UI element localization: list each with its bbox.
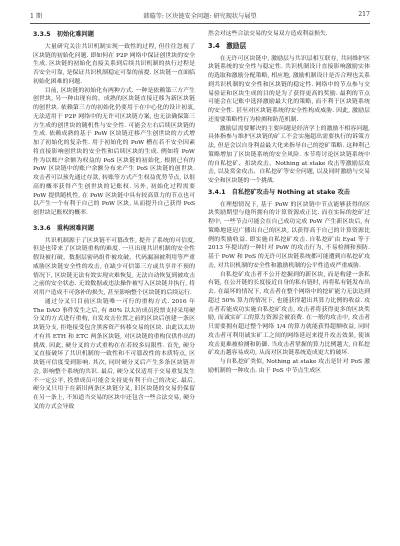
header-page-number: 217 xyxy=(358,11,370,18)
left-column xyxy=(33,30,195,412)
section-heading-3-3-5: 3.3.5 初始化难问题 xyxy=(33,31,94,38)
running-header xyxy=(30,11,370,23)
paragraph: 与自私挖矿类似, Nothing at stake 攻击是针对 PoS 激励机制的一种攻击. 由于 PoS 中节点生成区 xyxy=(208,359,370,374)
header-title: 韩璇等: 区块链安全问题: 研究现状与展望 xyxy=(143,13,257,20)
paragraph: 大量研究关注共识机制实现一致性的过程, 但往往忽视了区块链的初始化问题. 即如何在 P2P 网络中保证创世块的安全生成. 区块链的初始化直接关系到后续共识机制的执行过程是否安全可靠, 是保证共识机制稳定可靠的前提. 区块链一直面临初始化困难的问题. xyxy=(33,43,195,85)
section-heading-3-4: 3.4 激励层 xyxy=(208,41,247,50)
right-column xyxy=(208,30,370,376)
paragraph: 自私挖矿攻击者不公开挖掘到的新区块, 而是构建一条私有链, 在公开链的长度接近自身的私有链时, 再将私有链发布出去. 在最坏的情况下, 攻击者在整个网络中的挖矿能力无法达到超过 50% 算力的情况下, 也能获得超出其算力比例的收益. 攻击者若能成功实施自私挖矿攻击, 攻击者将获得更多的区块奖励, 而诚实矿工的算力资源会被浪费. 在一般的攻击中, 攻击者只需要拥有超过整个网络 1/4 的算力就能获得超额收益, 同时攻击者可利用诚实矿工之间的网络延迟来提升攻击效果, 使该攻击更难被检测和防御. 当攻击者掌握的算力比例越大, 自私挖矿攻击越容易成功, 从而对区块链系统造成更大的破坏. xyxy=(208,271,370,357)
paragraph: 然会对这些合法交易的交易双方造成利益损失. xyxy=(208,31,328,37)
paragraph: 目前, 区块链的初始化有两种方式. 一种是依赖第三方产生创世块, 另一种由现有的、成熟的区块链直接迁移为新区块链的创世块. 依赖第三方的初始化仍要用于在中心化的设计初衷, 无法适用于 P2P 网络中的无许可区块链方案, 也无法确保第三方生成的创世块的随机性与安全性. 可能会左右后续区块链的生成. 依赖成熟的基于 PoW 区块链迁移产生创世块的方式增加了初始化的复杂性. 用于初始化的 PoW 槽在若不安全因素将直接影响创世块的安全性和后续区块的生成. 例如将 PoW 作为以账户余额为权益的 PoS 区块链的初始化, 根据已有的 PoW 区块链中的账户余额分布来产生 PoS 区块链的创世块. 攻击者可以预先通过存款, 转账等方式产生权益优势节点, 以很高的概率获得产生创世块的记账权. 另外, 初始化过程需要 PoW 提供随机性, 在 PoW 区块链中具有较高算力的节点也可以产生一个有利于自己的 PoW 区块, 从而提升自己获得 PoS 创世块记账权的概率. xyxy=(33,87,195,216)
paragraph: 在无许可区块链中, 激励层与共识层相互联存, 共同维护区块链系统的安全性与稳定性. 共识机制设计直接影响激励实体的选取和激励分配策略, 相应地, 激励机制设计是否合理也关系到共识机制的安全性和区块链的稳定性. 网络中的节点参与交易验证和区块生成的目的是为了获得更高的奖励. 最利的节点可能会在记账中选择激励最大化的策略, 而不利于区块链系统的安全性. 甚至对区块链系统的安全性构成威胁. 因此, 激励层还需要策略性行为检测和防范机制. xyxy=(208,55,370,123)
paragraph: 共识机制源于了区块链不可篡改性, 提升了系统的可信度, 但是也带来了区块链重构的难度. 一旦出现共识机制的安全性假设被打破、数据层密码组件被攻破、代码漏洞被利用等严重威胁区块链安全性的攻击, 在缺少可信第三方或共享并不预的情况下, 区块链无法有效实现灾难恢复, 无法自动恢复到被攻击之前的安全状态. 无效数据或违法操作被写入区块链并执行, 将对用户造成不可弥补的损失, 甚至影响整个区块链的后续运行. xyxy=(33,237,195,296)
paragraph: 在理想情况下, 基于 PoW 的区块链中节点能够获得的区块奖励期望与他所拥有的计算资源成正比. 而在实际的挖矿过程中, 一些节点可能会在自己成功完成 PoW 产生新区块后, 有策略地延迟广播出自己的区块, 以获得高于自己的计算资源比例的奖励收益. 即实施自私挖矿攻击. 自私挖矿由 Eyal 等于 2013 年提出的一种针对 PoW 的攻击行为, 不易检测和预防. 基于 PoW 和 PoS 的无许可区块链系统都可能遭到自私挖矿攻击, 对共识机制的安全性和激励机制的公平性造成严重威胁. xyxy=(208,201,370,269)
header-rule xyxy=(30,23,370,24)
section-heading-3-4-1: 3.4.1 自私挖矿攻击与 Nothing at stake 攻击 xyxy=(208,188,350,196)
header-issue: 1 期 xyxy=(30,13,43,20)
section-heading-3-3-6: 3.3.6 重构困难问题 xyxy=(33,224,94,232)
paragraph: 通过分叉只目前区块链唯一可行的重构方式. 2016 年 The DAO 事件发生之后, 有 80% 以太坊成员投票支持采用硬分叉的方式进行重构, 自发攻击位置之前的区块后创建一条区块链分支, 拒绝接受包含黑客资产转移交易的区块. 由此以太坊才有其 ETH 和 ETC 两条区块链, 对区块链的重构仅供作出的挑战. 因此, 硬分叉的方式重构在在若较多局限性. 首先, 硬分叉直接破坏了共识机制的一致性和不可篡改性的本质特点, 区块链可信度受到影响. 其次, 同时硬分叉后产生多条区块链并会, 影响整个系统的共识. 最后, 硬分叉仅适用于交易重复发生不一定公平, 投票成员可能会支持更有利于自己的决定. 最后, 硬分叉只用于在新旧两条区块链分叉, 旧区块链的交易仍保留在另一条上, 不知道当交易的区块中还包含一些合法交易, 硬分叉的方式会导致 xyxy=(33,298,195,410)
paragraph: 激励层需要解决的主要问题是经济学上的激励不相容问题, 具体指参与维护区块链的矿工不会实施超出需要执行的诉策方法, 但是会以自身利益最大化来指导自己的挖矿策略. 这种利己策略增加了区块链系统的安全风险. 本节将讨论区块链系统中的自私挖矿、扣块攻击、Nothing at stake 攻击等激励层攻击, 以及赏金攻击、自私挖矿等安全问题, 以及同时激励与交易安全和区块链的一个挑战. xyxy=(208,125,370,184)
